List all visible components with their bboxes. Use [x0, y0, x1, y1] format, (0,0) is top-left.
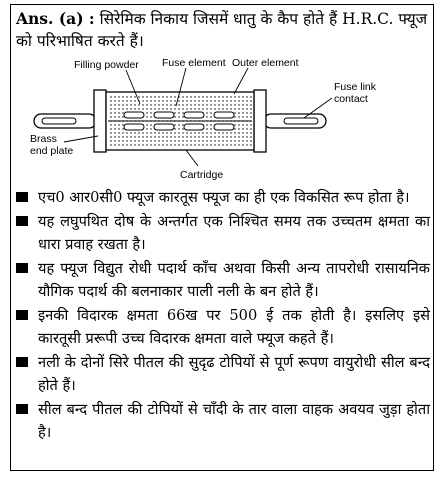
list-item: यह फ्यूज विद्युत रोधी पदार्थ काँच अथवा किसी अन्य तापरोधी रासायनिक यौगिक पदार्थ की बलनाकार पाली नली के बन होते हैं। [14, 257, 434, 303]
label-contact: contact [334, 93, 368, 105]
label-brass: Brass [30, 133, 57, 145]
left-brass-end-plate [94, 90, 106, 152]
hrc-fuse-diagram [14, 56, 434, 184]
label-outer-element: Outer element [232, 57, 299, 69]
list-item: इनकी विदारक क्षमता 66ख पर 500 ई तक होती है। इसलिए इसे कारतूसी प्ररूपी उच्च विदारक क्षमता वाले फ्यूज कहते हैं। [14, 304, 434, 350]
right-brass-end-plate [254, 90, 266, 152]
left-contact-blade [34, 114, 96, 128]
answer-label: Ans. (a) : [16, 9, 95, 28]
label-fuse-link: Fuse link [334, 81, 377, 93]
right-contact-blade [264, 114, 326, 128]
list-item: यह लघुपथित दोष के अन्तर्गत एक निश्चित समय तक उच्चतम क्षमता का धारा प्रवाह रखता है। [14, 210, 434, 256]
square-bullet-icon [16, 310, 28, 320]
list-item: सील बन्द पीतल की टोपियों से चाँदी के तार वाला वाहक अवयव जुड़ा होता है। [14, 398, 434, 444]
square-bullet-icon [16, 192, 28, 202]
label-fuse-element: Fuse element [162, 57, 226, 69]
label-cartridge: Cartridge [180, 169, 224, 181]
label-filling-powder: Filling powder [74, 59, 139, 71]
label-end-plate: end plate [30, 145, 74, 157]
answer-header [16, 8, 430, 52]
answer-intro: सिरेमिक निकाय जिसमें धातु के कैप होते हैं H.R.C. फ्यूज को परिभाषित करते हैं। [16, 10, 428, 50]
point-list [14, 186, 434, 445]
square-bullet-icon [16, 216, 28, 226]
square-bullet-icon [16, 404, 28, 414]
list-item: नली के दोनों सिरे पीतल की सुदृढ टोपियों से पूर्ण रूपण वायुरोधी सील बन्द होते हैं। [14, 351, 434, 397]
square-bullet-icon [16, 263, 28, 273]
square-bullet-icon [16, 357, 28, 367]
list-item: एच0 आर0सी0 फ्यूज कारतूस फ्यूज का ही एक विकसित रूप होता है। [14, 186, 434, 209]
